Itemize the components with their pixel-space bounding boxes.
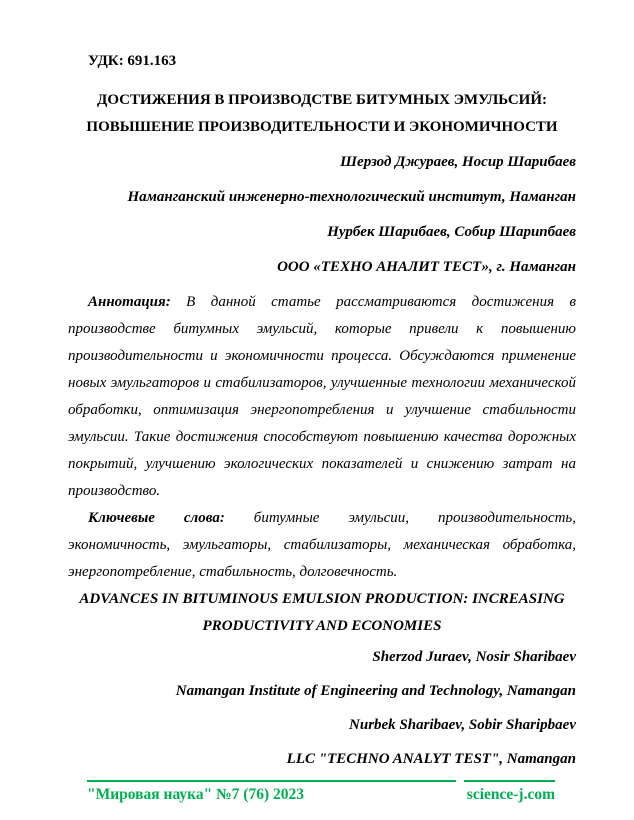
keywords-paragraph — [68, 505, 576, 586]
affiliation-line-en-1: Namangan Institute of Engineering and Technology, Namangan — [175, 683, 576, 699]
affiliation-line-en-2: LLC "TECHNO ANALYT TEST", Namangan — [286, 751, 576, 767]
authors-block-en — [68, 644, 576, 773]
author-line-ru-2: Нурбек Шарибаев, Собир Шарипбаев — [327, 224, 576, 240]
journal-website: science-j.com — [466, 786, 555, 803]
affiliation-line-ru-2: ООО «ТЕХНО АНАЛИТ ТЕСТ», г. Наманган — [277, 259, 576, 275]
affiliation-line-ru-1: Наманганский инженерно-технологический институт, Наманган — [127, 189, 576, 205]
abstract-text: В данной статье рассматриваются достижения в производстве битумных эмульсий, которые привели к повышению производительности и экономичности процесса. Обсуждаются применение новых эмульгаторов и стабилизаторов, улучшенные технологии механической обработки, оптимизация энергопотребления и улучшение стабильности эмульсии. Такие достижения способствуют повышению качества дорожных покрытий, улучшению экологических показателей и снижению затрат на производство. — [68, 294, 577, 499]
article-title-ru-line-2: ПОВЫШЕНИЕ ПРОИЗВОДИТЕЛЬНОСТИ И ЭКОНОМИЧНОСТИ — [86, 119, 558, 135]
article-title-ru-line-1: ДОСТИЖЕНИЯ В ПРОИЗВОДСТВЕ БИТУМНЫХ ЭМУЛЬСИЙ: — [97, 92, 547, 108]
abstract-paragraph — [68, 289, 576, 505]
author-line-ru-1: Шерзод Джураев, Носир Шарибаев — [340, 154, 576, 170]
author-line-en-2: Nurbek Sharibaev, Sobir Sharipbaev — [349, 717, 576, 733]
udc-code: УДК: 691.163 — [88, 53, 177, 69]
footer-text-row — [87, 782, 555, 805]
article-title-en-line-2: PRODUCTIVITY AND ECONOMIES — [202, 618, 442, 634]
authors-block-ru — [68, 149, 576, 281]
article-title-ru — [68, 87, 576, 141]
article-title-en-line-1: ADVANCES IN BITUMINOUS EMULSION PRODUCTION: INCREASING — [79, 591, 565, 607]
keywords-label: Ключевые слова: — [88, 510, 225, 526]
article-title-en — [68, 586, 576, 640]
author-line-en-1: Sherzod Juraev, Nosir Sharibaev — [372, 649, 576, 665]
page-footer — [87, 780, 555, 805]
keywords-text: битумные эмульсии, производительность, экономичность, эмульгаторы, стабилизаторы, механическая обработка, энергопотребление, стабильность, долговечность. — [68, 510, 576, 580]
journal-issue-label: "Мировая наука" №7 (76) 2023 — [87, 786, 304, 803]
abstract-label: Аннотация: — [88, 294, 171, 310]
